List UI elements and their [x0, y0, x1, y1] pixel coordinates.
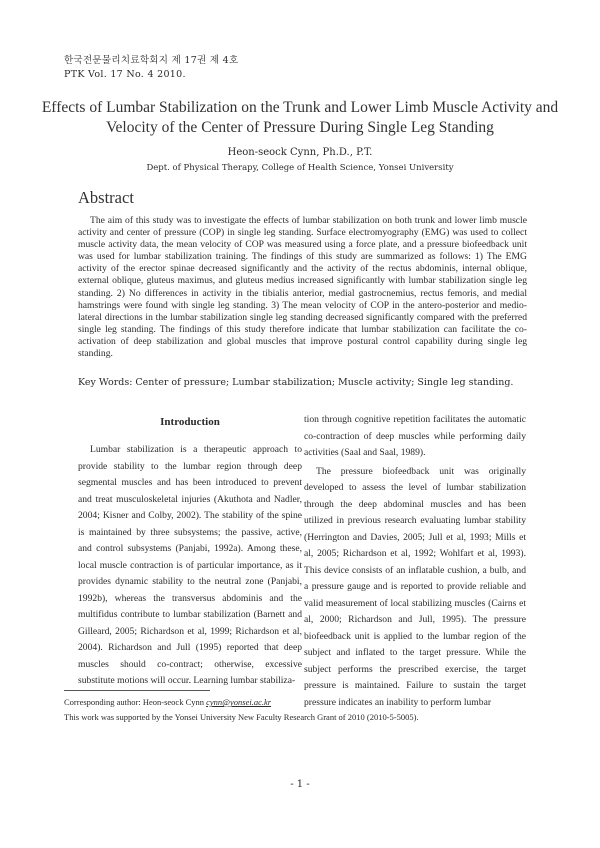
author-name: Heon-seock Cynn, Ph.D., P.T.: [227, 147, 373, 158]
footnote-funding: This work was supported by the Yonsei University New Faculty Research Grant of 2010 (2010-5-5005).: [64, 712, 419, 722]
intro-paragraph-2: The pressure biofeedback unit was originally developed to assess the level of lumbar stabilization through the deep abdominal muscles and has been utilized in previous research evaluating lumbar stability (Herrington and Davies, 2005; Jull et al, 1993; Mills et al, 2005; Richardson et al, 1992; Wohlfart et al, 1993). This device consists of an inflatable cushion, a bulb, and a pressure gauge and is reported to provide reliable and valid measurement of local stabilizing muscles (Cairns et al, 2000; Richardson and Jull, 1995). The pressure biofeedback unit is applied to the lumbar region of the subject and inflated to the target pressure. While the subject performs the prescribed exercise, the target pressure is maintained. Failure to sustain the target pressure indicates an inability to perform lumbar: [304, 465, 526, 708]
introduction-heading: Introduction: [160, 416, 220, 428]
abstract-text: The aim of this study was to investigate the effects of lumbar stabilization on both trunk and lower limb muscle activity and center of pressure (COP) in single leg standing. Surface electromyography (EMG) was used to collect muscle activity data, the mean velocity of COP was measured using a force plate, and a pressure biofeedback unit was used for lumbar stabilization training. The findings of this study are summarized as follows: 1) The EMG activity of the erector spinae decreased significantly and the activity of the rectus abdominis, internal oblique, external oblique, gluteus maximus, and gluteus medius increased significantly with lumbar stabilization single leg standing. 2) No differences in activity in the tibialis anterior, medial gastrocnemius, rectus femoris, and medial hamstrings were found with single leg standing. 3) The mean velocity of COP in the antero-posterior and medio-lateral directions in the lumbar stabilization single leg standing decreased significantly compared with the preferred single leg standing. The findings of this study therefore indicate that lumbar stabilization can facilitate the co-activation of deep stabilization and global muscles that improve postural control capability during single leg standing.: [78, 215, 527, 360]
author-email-link[interactable]: cynn@yonsei.ac.kr: [206, 697, 272, 707]
abstract-heading: Abstract: [78, 188, 134, 207]
paper-title: Effects of Lumbar Stabilization on the Trunk and Lower Limb Muscle Activity and Velocity of the Center of Pressure During Single Leg Standing: [41, 99, 559, 136]
author-affiliation: Dept. of Physical Therapy, College of Health Science, Yonsei University: [146, 163, 454, 173]
keywords: Key Words: Center of pressure; Lumbar stabilization; Muscle activity; Single leg standing.: [78, 377, 514, 388]
footnote-divider: [64, 690, 210, 691]
journal-volume: PTK Vol. 17 No. 4 2010.: [64, 69, 186, 80]
footnote-corresponding: [64, 697, 271, 707]
left-column: [78, 412, 302, 690]
intro-paragraph-1-continued: tion through cognitive repetition facilitates the automatic co-contraction of deep muscles while performing daily activities (Saal and Saal, 1989).: [304, 414, 526, 458]
intro-paragraph-1: Lumbar stabilization is a therapeutic approach to provide stability to the lumbar region through deep segmental muscles and has been introduced to prevent and treat musculoskeletal injuries (Akuthota and Nadler, 2004; Kisner and Colby, 2002). The stability of the spine is maintained by three subsystems; the passive, active, and control subsystems (Panjabi, 1992a). Among these, local muscle contraction is of particular importance, as it provides dynamic stability to the neutral zone (Panjabi, 1992b), whereas the transversus abdominis and the multifidus contribute to lumbar stabilization (Barnett and Gilleard, 2005; Richardson et al, 1999; Richardson et al, 2004). Richardson and Jull (1995) reported that deep muscles should co-contract; otherwise, excessive substitute motions will occur. Learning lumbar stabiliza-: [78, 444, 302, 686]
corresponding-author: Corresponding author: Heon-seock Cynn: [64, 697, 204, 707]
journal-citation: [64, 54, 238, 82]
page-number: - 1 -: [290, 779, 310, 790]
journal-name-korean: 한국전문물리치료학회지 제 17권 제 4호: [64, 55, 239, 66]
right-column: [304, 412, 526, 711]
